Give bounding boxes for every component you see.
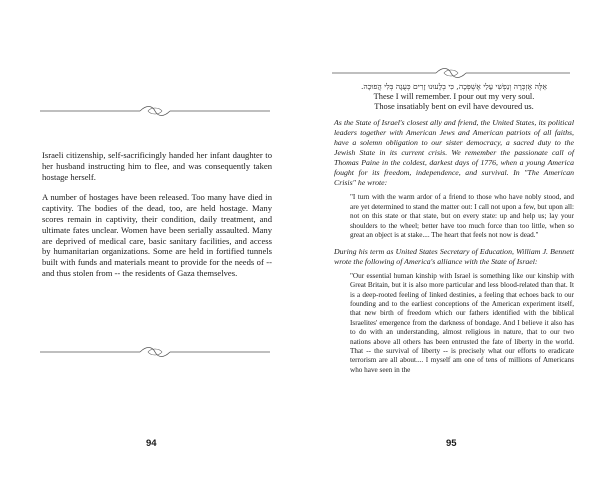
left-page-text bbox=[42, 150, 272, 289]
translation-line-2: Those insatiably bent on evil have devoured us. bbox=[374, 102, 534, 112]
paine-quote bbox=[350, 193, 574, 240]
right-page-text bbox=[334, 82, 574, 381]
page-number-right: 95 bbox=[446, 438, 457, 449]
top-ornament-divider-right bbox=[332, 66, 570, 80]
verse-translation bbox=[334, 92, 574, 113]
bottom-ornament-divider bbox=[40, 345, 270, 359]
top-ornament-divider bbox=[40, 104, 270, 118]
intro-paragraph: As the State of Israel's closest ally and friend, the United States, its political leaders together with American Jews and American patriots of all faiths, have a solemn obligation to our sister democracy, a sacred duty to the Jewish State in its current crisis. We remember the passionate call of Thomas Paine in the coldest, darkest days of 1776, when a young America fought for its freedom, independence, and survival. In "The American Crisis" he wrote: bbox=[334, 117, 574, 188]
hebrew-verse: אֵלֶּה אֶזְכְּרָה וְנַפְשִׁי עָלַי אֶשְׁפְּכָה, כִּי בְלָעוּנוּ זָרִים כְּעֻגָה בְּלִי הֲפוּכָה. bbox=[360, 82, 548, 91]
bennett-quote bbox=[350, 272, 574, 375]
page-number-left: 94 bbox=[146, 438, 157, 449]
left-paragraph-2: A number of hostages have been released. Too many have died in captivity. The bodies of the dead, too, are held hostage. Many scores remain in captivity, their condition, daily treatment, and ultimate fates unclear. Women have been serially assaulted. Many are deprived of medical care, basic sanitary facilities, and access by humanitarian organizations. Some are held in fortified tunnels built with funds and materials meant to provide for the needs of -- and thus stolen from -- the residents of Gaza themselves. bbox=[42, 192, 272, 278]
paine-quote-text: "I turn with the warm ardor of a friend to those who have nobly stood, and are yet determined to stand the matter out: I call not upon a few, but upon all: not on this state or that state, but on every state: up and help us; lay your shoulders to the wheel; better have too much force than too little, when so great an object is at stake.... The heart that feels not now is dead." bbox=[350, 193, 574, 240]
left-paragraph-1: Israeli citizenship, self-sacrificingly handed her infant daughter to her husband instructing him to flee, and was consequently taken hostage herself. bbox=[42, 150, 272, 182]
right-page bbox=[300, 0, 600, 480]
bennett-intro: During his term as United States Secretary of Education, William J. Bennett wrote the following of America's alliance with the State of Israel: bbox=[334, 246, 574, 266]
bennett-quote-text: "Our essential human kinship with Israel is something like our kinship with Great Britain, but it is also more particular and less blood-related than that. It is a deep-rooted feeling of linked destinies, a feeling that echoes back to our founding and to the earliest conceptions of the American experiment itself, that new birth of freedom which our fathers identified with the biblical Israelites' emergence from the darkness of bondage. And I believe it also has to do with an understanding, almost religious in nature, that to our two nations above all others has been entrusted the fate of liberty in the world. That -- the survival of liberty -- is precisely what our efforts to eradicate terrorism are all about.... I myself am one of tens of millions of Americans who have seen in the bbox=[350, 271, 574, 374]
translation-line-1: These I will remember. I pour out my very soul. bbox=[373, 92, 535, 101]
